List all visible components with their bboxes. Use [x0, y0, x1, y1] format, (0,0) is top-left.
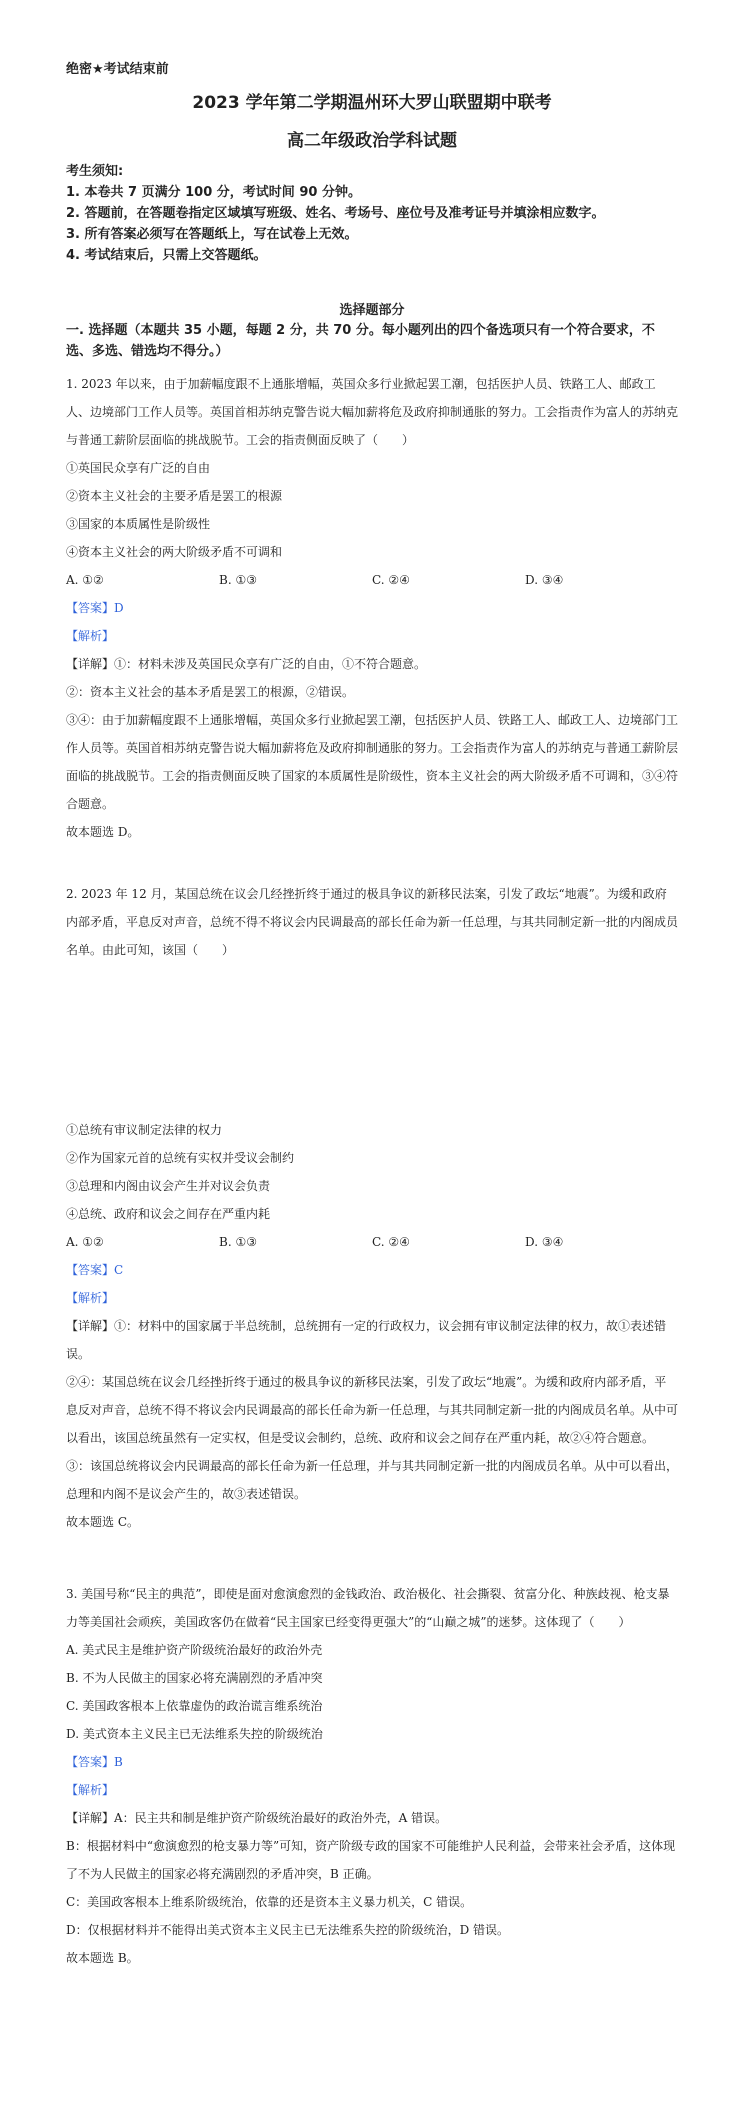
- choice-b: B. ①③: [219, 573, 257, 587]
- section-title: 选择题部分: [339, 303, 405, 318]
- choice-b: B. ①③: [219, 1235, 257, 1249]
- explanation-line: D：仅根据材料并不能得出美式资本主义民主已无法维系失控的阶级统治，D 错误。: [66, 1923, 510, 1937]
- question-statement: ②作为国家元首的总统有实权并受议会制约: [66, 1151, 295, 1165]
- note-item: 2. 答题前，在答题卷指定区域填写班级、姓名、考场号、座位号及准考证号并填涂相应数字。: [66, 206, 605, 221]
- part-instructions: 一. 选择题（本题共 35 小题，每题 2 分，共 70 分。每小题列出的四个备选项只有一个符合要求，不选、多选、错选均不得分。）: [66, 323, 655, 359]
- exam-subtitle: 高二年级政治学科试题: [287, 131, 457, 151]
- question-stem: 2. 2023 年 12 月，某国总统在议会几经挫折终于通过的极具争议的新移民法案，引发了政坛“地震”。为缓和政府内部矛盾，平息反对声音，总统不得不将议会内民调最高的部长任命为新一任总理，与其共同制定新一批的内阁成员名单。由此可知，该国（ ）: [66, 887, 679, 957]
- answer-label: 【答案】C: [66, 1263, 124, 1277]
- candidate-notes: [66, 161, 678, 266]
- question-stem: 3. 美国号称“民主的典范”，即使是面对愈演愈烈的金钱政治、政治极化、社会撕裂、贫富分化、种族歧视、枪支暴力等美国社会顽疾，美国政客仍在做着“民主国家已经变得更强大”的“山巅之城”的迷梦。这体现了（ ）: [66, 1587, 670, 1629]
- question-statement: ②资本主义社会的主要矛盾是罢工的根源: [66, 489, 283, 503]
- answer-choices: [66, 566, 678, 594]
- question-option: C. 美国政客根本上依靠虚伪的政治谎言维系统治: [66, 1699, 323, 1713]
- question-stem: 1. 2023 年以来，由于加薪幅度跟不上通胀增幅，英国众多行业掀起罢工潮，包括医护人员、铁路工人、邮政工人、边境部门工作人员等。英国首相苏纳克警告说大幅加薪将危及政府抑制通胀的努力。工会指责作为富人的苏纳克与普通工薪阶层面临的挑战脱节。工会的指责侧面反映了（ ）: [66, 377, 679, 447]
- note-item: 3. 所有答案必须写在答题纸上，写在试卷上无效。: [66, 227, 358, 242]
- explanation-line: 【详解】①：材料中的国家属于半总统制，总统拥有一定的行政权力，议会拥有审议制定法律的权力，故①表述错误。: [66, 1319, 667, 1361]
- explanation-line: 【详解】①：材料未涉及英国民众享有广泛的自由，①不符合题意。: [66, 657, 427, 671]
- note-item: 1. 本卷共 7 页满分 100 分，考试时间 90 分钟。: [66, 185, 361, 200]
- answer-choices: [66, 1228, 678, 1256]
- choice-c: C. ②④: [372, 1235, 410, 1249]
- question-3: [66, 1580, 678, 1972]
- explanation-line: ③：该国总统将议会内民调最高的部长任命为新一任总理，并与其共同制定新一批的内阁成员名单。从中可以看出，总理和内阁不是议会产生的，故③表述错误。: [66, 1459, 679, 1501]
- blank-space: [66, 964, 678, 1116]
- choice-a: A. ①②: [66, 1235, 104, 1249]
- question-statement: ③总理和内阁由议会产生并对议会负责: [66, 1179, 271, 1193]
- question-option: D. 美式资本主义民主已无法维系失控的阶级统治: [66, 1727, 323, 1741]
- explanation-line: 故本题选 B。: [66, 1951, 139, 1965]
- question-statement: ④资本主义社会的两大阶级矛盾不可调和: [66, 545, 283, 559]
- answer-label: 【答案】D: [66, 601, 124, 615]
- choice-c: C. ②④: [372, 573, 410, 587]
- explanation-line: 【详解】A：民主共和制是维护资产阶级统治最好的政治外壳，A 错误。: [66, 1811, 448, 1825]
- explanation-line: 故本题选 C。: [66, 1515, 139, 1529]
- confidential-label: 绝密★考试结束前: [66, 62, 169, 77]
- explanation-line: ②④：某国总统在议会几经挫折终于通过的极具争议的新移民法案，引发了政坛“地震”。为缓和政府内部矛盾，平息反对声音，总统不得不将议会内民调最高的部长任命为新一任总理，与其共同制定新一批的内阁成员名单。从中可以看出，该国总统虽然有一定实权，但是受议会制约，总统、政府和议会之间存在严重内耗，故②④符合题意。: [66, 1375, 679, 1445]
- analysis-label: 【解析】: [66, 629, 115, 643]
- question-option: A. 美式民主是维护资产阶级统治最好的政治外壳: [66, 1643, 323, 1657]
- choice-d: D. ③④: [525, 1235, 564, 1249]
- analysis-label: 【解析】: [66, 1783, 115, 1797]
- explanation-line: ③④：由于加薪幅度跟不上通胀增幅，英国众多行业掀起罢工潮，包括医护人员、铁路工人、邮政工人、边境部门工作人员等。英国首相苏纳克警告说大幅加薪将危及政府抑制通胀的努力。工会指责作为富人的苏纳克与普通工薪阶层面临的挑战脱节。工会的指责侧面反映了国家的本质属性是阶级性，资本主义社会的两大阶级矛盾不可调和，③④符合题意。: [66, 713, 679, 811]
- notes-heading: 考生须知:: [66, 164, 124, 179]
- exam-title: 2023 学年第二学期温州环大罗山联盟期中联考: [192, 93, 552, 113]
- choice-a: A. ①②: [66, 573, 104, 587]
- explanation-line: C：美国政客根本上维系阶级统治，依靠的还是资本主义暴力机关，C 错误。: [66, 1895, 473, 1909]
- question-statement: ①总统有审议制定法律的权力: [66, 1123, 223, 1137]
- answer-label: 【答案】B: [66, 1755, 123, 1769]
- question-statement: ③国家的本质属性是阶级性: [66, 517, 211, 531]
- explanation-line: 故本题选 D。: [66, 825, 140, 839]
- question-statement: ①英国民众享有广泛的自由: [66, 461, 211, 475]
- explanation-line: B：根据材料中“愈演愈烈的枪支暴力等”可知，资产阶级专政的国家不可能维护人民利益，会带来社会矛盾，这体现了不为人民做主的国家必将充满剧烈的矛盾冲突，B 正确。: [66, 1839, 676, 1881]
- question-option: B. 不为人民做主的国家必将充满剧烈的矛盾冲突: [66, 1671, 323, 1685]
- question-1: [66, 370, 678, 846]
- analysis-label: 【解析】: [66, 1291, 115, 1305]
- choice-d: D. ③④: [525, 573, 564, 587]
- note-item: 4. 考试结束后，只需上交答题纸。: [66, 248, 267, 263]
- explanation-line: ②：资本主义社会的基本矛盾是罢工的根源，②错误。: [66, 685, 355, 699]
- question-2: [66, 880, 678, 1536]
- question-statement: ④总统、政府和议会之间存在严重内耗: [66, 1207, 271, 1221]
